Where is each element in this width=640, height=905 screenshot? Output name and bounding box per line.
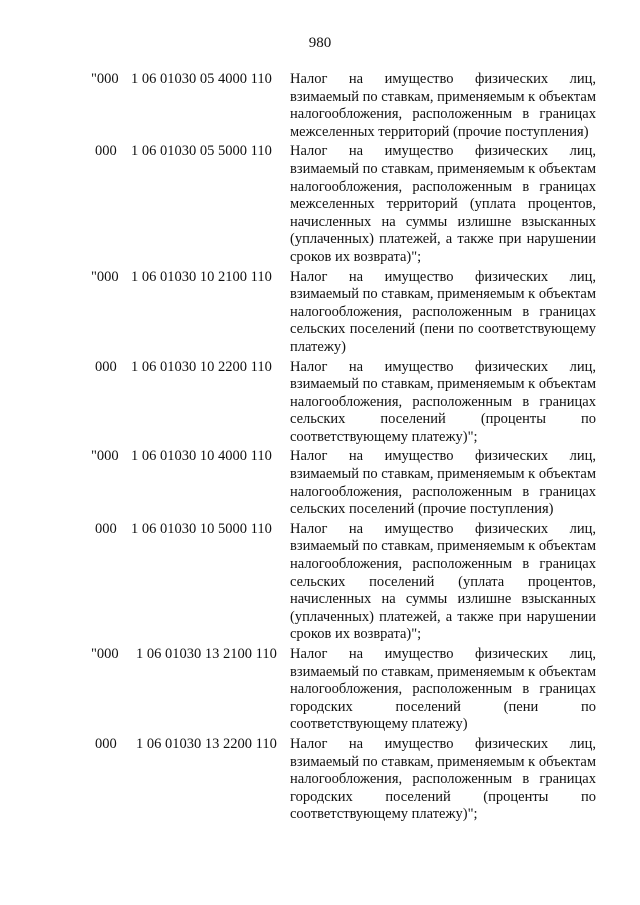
- budget-classification-code: 1 06 01030 10 2100 110: [131, 268, 272, 285]
- admin-code: "000: [91, 646, 119, 662]
- budget-classification-code: 1 06 01030 05 5000 110: [131, 143, 272, 160]
- list-item: [0, 646, 640, 734]
- budget-classification-code: 1 06 01030 13 2200 110: [136, 735, 277, 752]
- list-item: [0, 736, 640, 824]
- budget-classification-code: 1 06 01030 10 4000 110: [131, 448, 272, 465]
- page-number: 980: [308, 35, 332, 51]
- entry-description: Налог на имущество физических лиц, взимаемый по ставкам, применяемым к объектам налогообложения, расположенным в границах сельских поселений (прочие поступления): [290, 448, 596, 518]
- admin-code: "000: [91, 268, 119, 285]
- entry-description: Налог на имущество физических лиц, взимаемый по ставкам, применяемым к объектам налогообложения, расположенным в границах межселенных территорий (прочие поступления): [290, 71, 596, 140]
- admin-code: 000: [95, 358, 117, 375]
- list-item: [0, 521, 640, 644]
- list-item: [0, 71, 640, 141]
- list-item: [0, 359, 640, 447]
- entry-description: Налог на имущество физических лиц, взимаемый по ставкам, применяемым к объектам налогообложения, расположенным в границах межселенных территорий (уплата процентов, начисленных на суммы излишне взысканных (уплаченных) платежей, а также при нарушении сроков их возврата)";: [290, 143, 596, 265]
- budget-classification-code: 1 06 01030 10 5000 110: [131, 520, 272, 537]
- entry-description: Налог на имущество физических лиц, взимаемый по ставкам, применяемым к объектам налогообложения, расположенным в границах сельских поселений (проценты по соответствующему платежу)";: [290, 358, 596, 445]
- admin-code: 000: [95, 143, 117, 160]
- entry-description: Налог на имущество физических лиц, взимаемый по ставкам, применяемым к объектам налогообложения, расположенным в границах городских поселений (пени по соответствующему платежу): [290, 646, 596, 733]
- list-item: [0, 269, 640, 357]
- budget-classification-code: 1 06 01030 05 4000 110: [131, 71, 272, 87]
- admin-code: "000: [91, 71, 119, 87]
- entry-description: Налог на имущество физических лиц, взимаемый по ставкам, применяемым к объектам налогообложения, расположенным в границах городских поселений (проценты по соответствующему платежу)";: [290, 735, 596, 823]
- budget-classification-code: 1 06 01030 10 2200 110: [131, 358, 272, 375]
- budget-classification-code: 1 06 01030 13 2100 110: [136, 646, 277, 662]
- admin-code: 000: [95, 735, 117, 752]
- entry-description: Налог на имущество физических лиц, взимаемый по ставкам, применяемым к объектам налогообложения, расположенным в границах сельских поселений (уплата процентов, начисленных на суммы излишне взысканных (уплаченных) платежей, а также при нарушении сроков их возврата)";: [290, 520, 596, 643]
- list-item: [0, 448, 640, 518]
- list-item: [0, 143, 640, 266]
- entry-list: [0, 71, 640, 826]
- admin-code: 000: [95, 520, 117, 537]
- entry-description: Налог на имущество физических лиц, взимаемый по ставкам, применяемым к объектам налогообложения, расположенным в границах сельских поселений (пени по соответствующему платежу): [290, 268, 596, 355]
- admin-code: "000: [91, 448, 119, 465]
